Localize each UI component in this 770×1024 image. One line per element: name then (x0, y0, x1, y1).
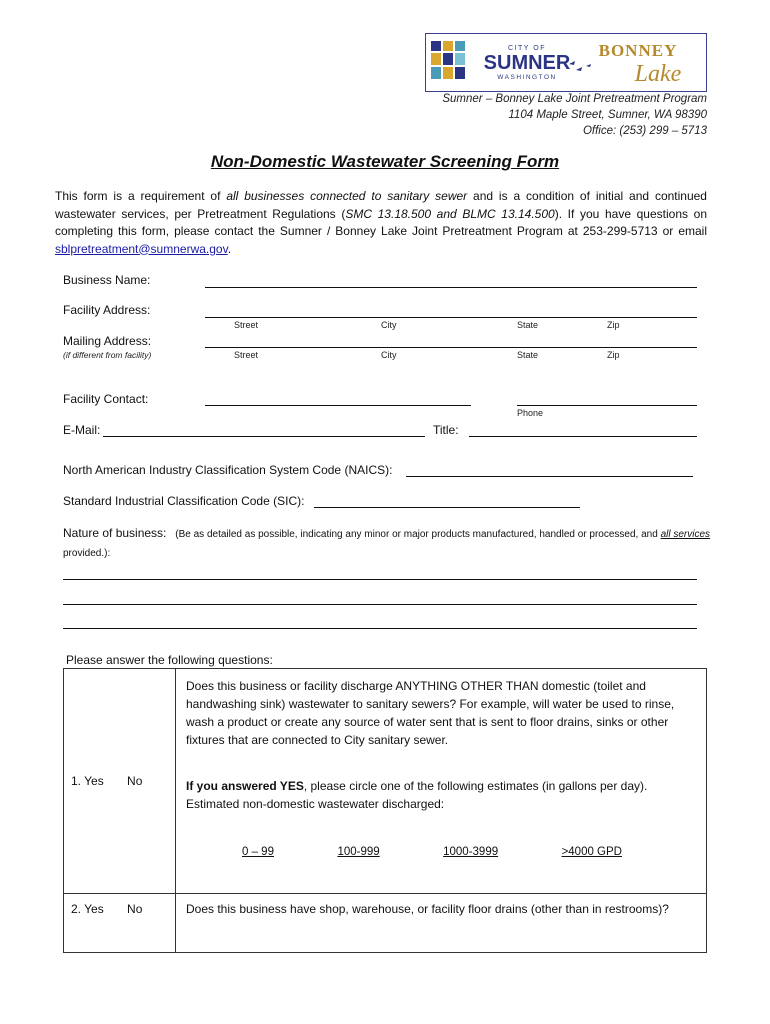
naics-field[interactable] (406, 476, 693, 477)
phone-caption: Phone (517, 408, 544, 418)
questions-table (63, 668, 707, 953)
nature-line-2[interactable] (63, 604, 697, 605)
svg-text:SUMNER: SUMNER (483, 52, 571, 74)
mailing-address-field[interactable] (205, 347, 697, 348)
email-field[interactable] (103, 436, 425, 437)
svg-text:BONNEY: BONNEY (598, 41, 678, 60)
facility-zip-caption: Zip (607, 320, 620, 330)
q2-answer-cell (64, 894, 176, 953)
mailing-address-note: (if different from facility) (63, 350, 152, 360)
form-title: Non-Domestic Wastewater Screening Form (210, 152, 560, 171)
business-name-field[interactable] (205, 287, 697, 288)
title-label: Title: (433, 423, 459, 437)
mailing-address-label: Mailing Address: (63, 334, 152, 348)
q1-no-option[interactable]: No (127, 774, 143, 788)
q1-question-text: Does this business or facility discharge ANYTHING OTHER THAN domestic (toilet and handwashing sink) wastewater to sanitary sewers? For example, will water be used to rinse, wash a product or create any source of water sent that is sent to floor drains, sinks or other fixtures that are connected to City sanitary sewer. (186, 679, 675, 747)
svg-text:WASHINGTON: WASHINGTON (497, 74, 557, 81)
mailing-state-caption: State (517, 350, 539, 360)
sic-field[interactable] (314, 507, 580, 508)
q1-if-yes: If you answered YES, please circle one of the following estimates (in gallons per day). (186, 779, 648, 793)
phone-field[interactable] (517, 405, 697, 406)
title-field[interactable] (469, 436, 697, 437)
estimate-option-2[interactable]: 100-999 (337, 846, 380, 858)
q1-yes-option[interactable]: 1. Yes (71, 774, 104, 788)
q2-no-option[interactable]: No (127, 902, 143, 916)
program-address: 1104 Maple Street, Sumner, WA 98390 (508, 109, 707, 121)
intro-paragraph: This form is a requirement of all businesses connected to sanitary sewer and is a condition of initial and continued wastewater services, per Pretreatment Regulations (SMC 13.18.500 and BLMC 13.14.500). If you have questions on completing this form, please contact the Sumner / Bonney Lake Joint Pretreatment Program at 253-299-5713 or email sblpretreatment@sumnerwa.gov. (55, 189, 707, 256)
q1-answer-cell (64, 669, 176, 894)
svg-text:Lake: Lake (634, 61, 682, 87)
naics-label: North American Industry Classification System Code (NAICS): (63, 463, 393, 477)
svg-text:CITY OF: CITY OF (508, 45, 546, 52)
sic-label: Standard Industrial Classification Code (SIC): (63, 494, 305, 508)
q1-estimates (242, 843, 622, 861)
facility-state-caption: State (517, 320, 539, 330)
question-row-2 (64, 894, 707, 953)
estimate-option-3[interactable]: 1000-3999 (443, 846, 499, 858)
q1-estimated-label: Estimated non-domestic wastewater discharged: (186, 797, 445, 811)
nature-of-business: Nature of business: (Be as detailed as possible, indicating any minor or major products manufactured, handled or processed, and all services provided.): (63, 526, 711, 559)
q2-yes-option[interactable]: 2. Yes (71, 902, 104, 916)
questions-intro: Please answer the following questions: (66, 653, 273, 667)
estimate-option-4[interactable]: >4000 GPD (561, 846, 622, 858)
facility-street-caption: Street (234, 320, 259, 330)
nature-line-3[interactable] (63, 628, 697, 629)
mailing-city-caption: City (381, 350, 397, 360)
question-row-1 (64, 669, 707, 894)
facility-contact-field[interactable] (205, 405, 471, 406)
facility-address-field[interactable] (205, 317, 697, 318)
sumner-bonney-lake-logo (426, 34, 706, 91)
mailing-zip-caption: Zip (607, 350, 620, 360)
nature-line-1[interactable] (63, 579, 697, 580)
q2-text-cell (176, 894, 707, 953)
business-name-label: Business Name: (63, 273, 151, 287)
facility-address-label: Facility Address: (63, 303, 151, 317)
program-name: Sumner – Bonney Lake Joint Pretreatment Program (442, 93, 707, 105)
logo-box (425, 33, 707, 92)
email-label: E-Mail: (63, 423, 101, 437)
facility-city-caption: City (381, 320, 397, 330)
q1-text-cell (176, 669, 707, 894)
facility-contact-label: Facility Contact: (63, 392, 149, 406)
email-link[interactable]: sblpretreatment@sumnerwa.gov (55, 241, 228, 256)
program-phone: Office: (253) 299 – 5713 (582, 125, 707, 137)
mailing-street-caption: Street (234, 350, 259, 360)
estimate-option-1[interactable]: 0 – 99 (242, 846, 274, 858)
q2-question-text: Does this business have shop, warehouse, or facility floor drains (other than in restrooms)? (186, 902, 669, 916)
